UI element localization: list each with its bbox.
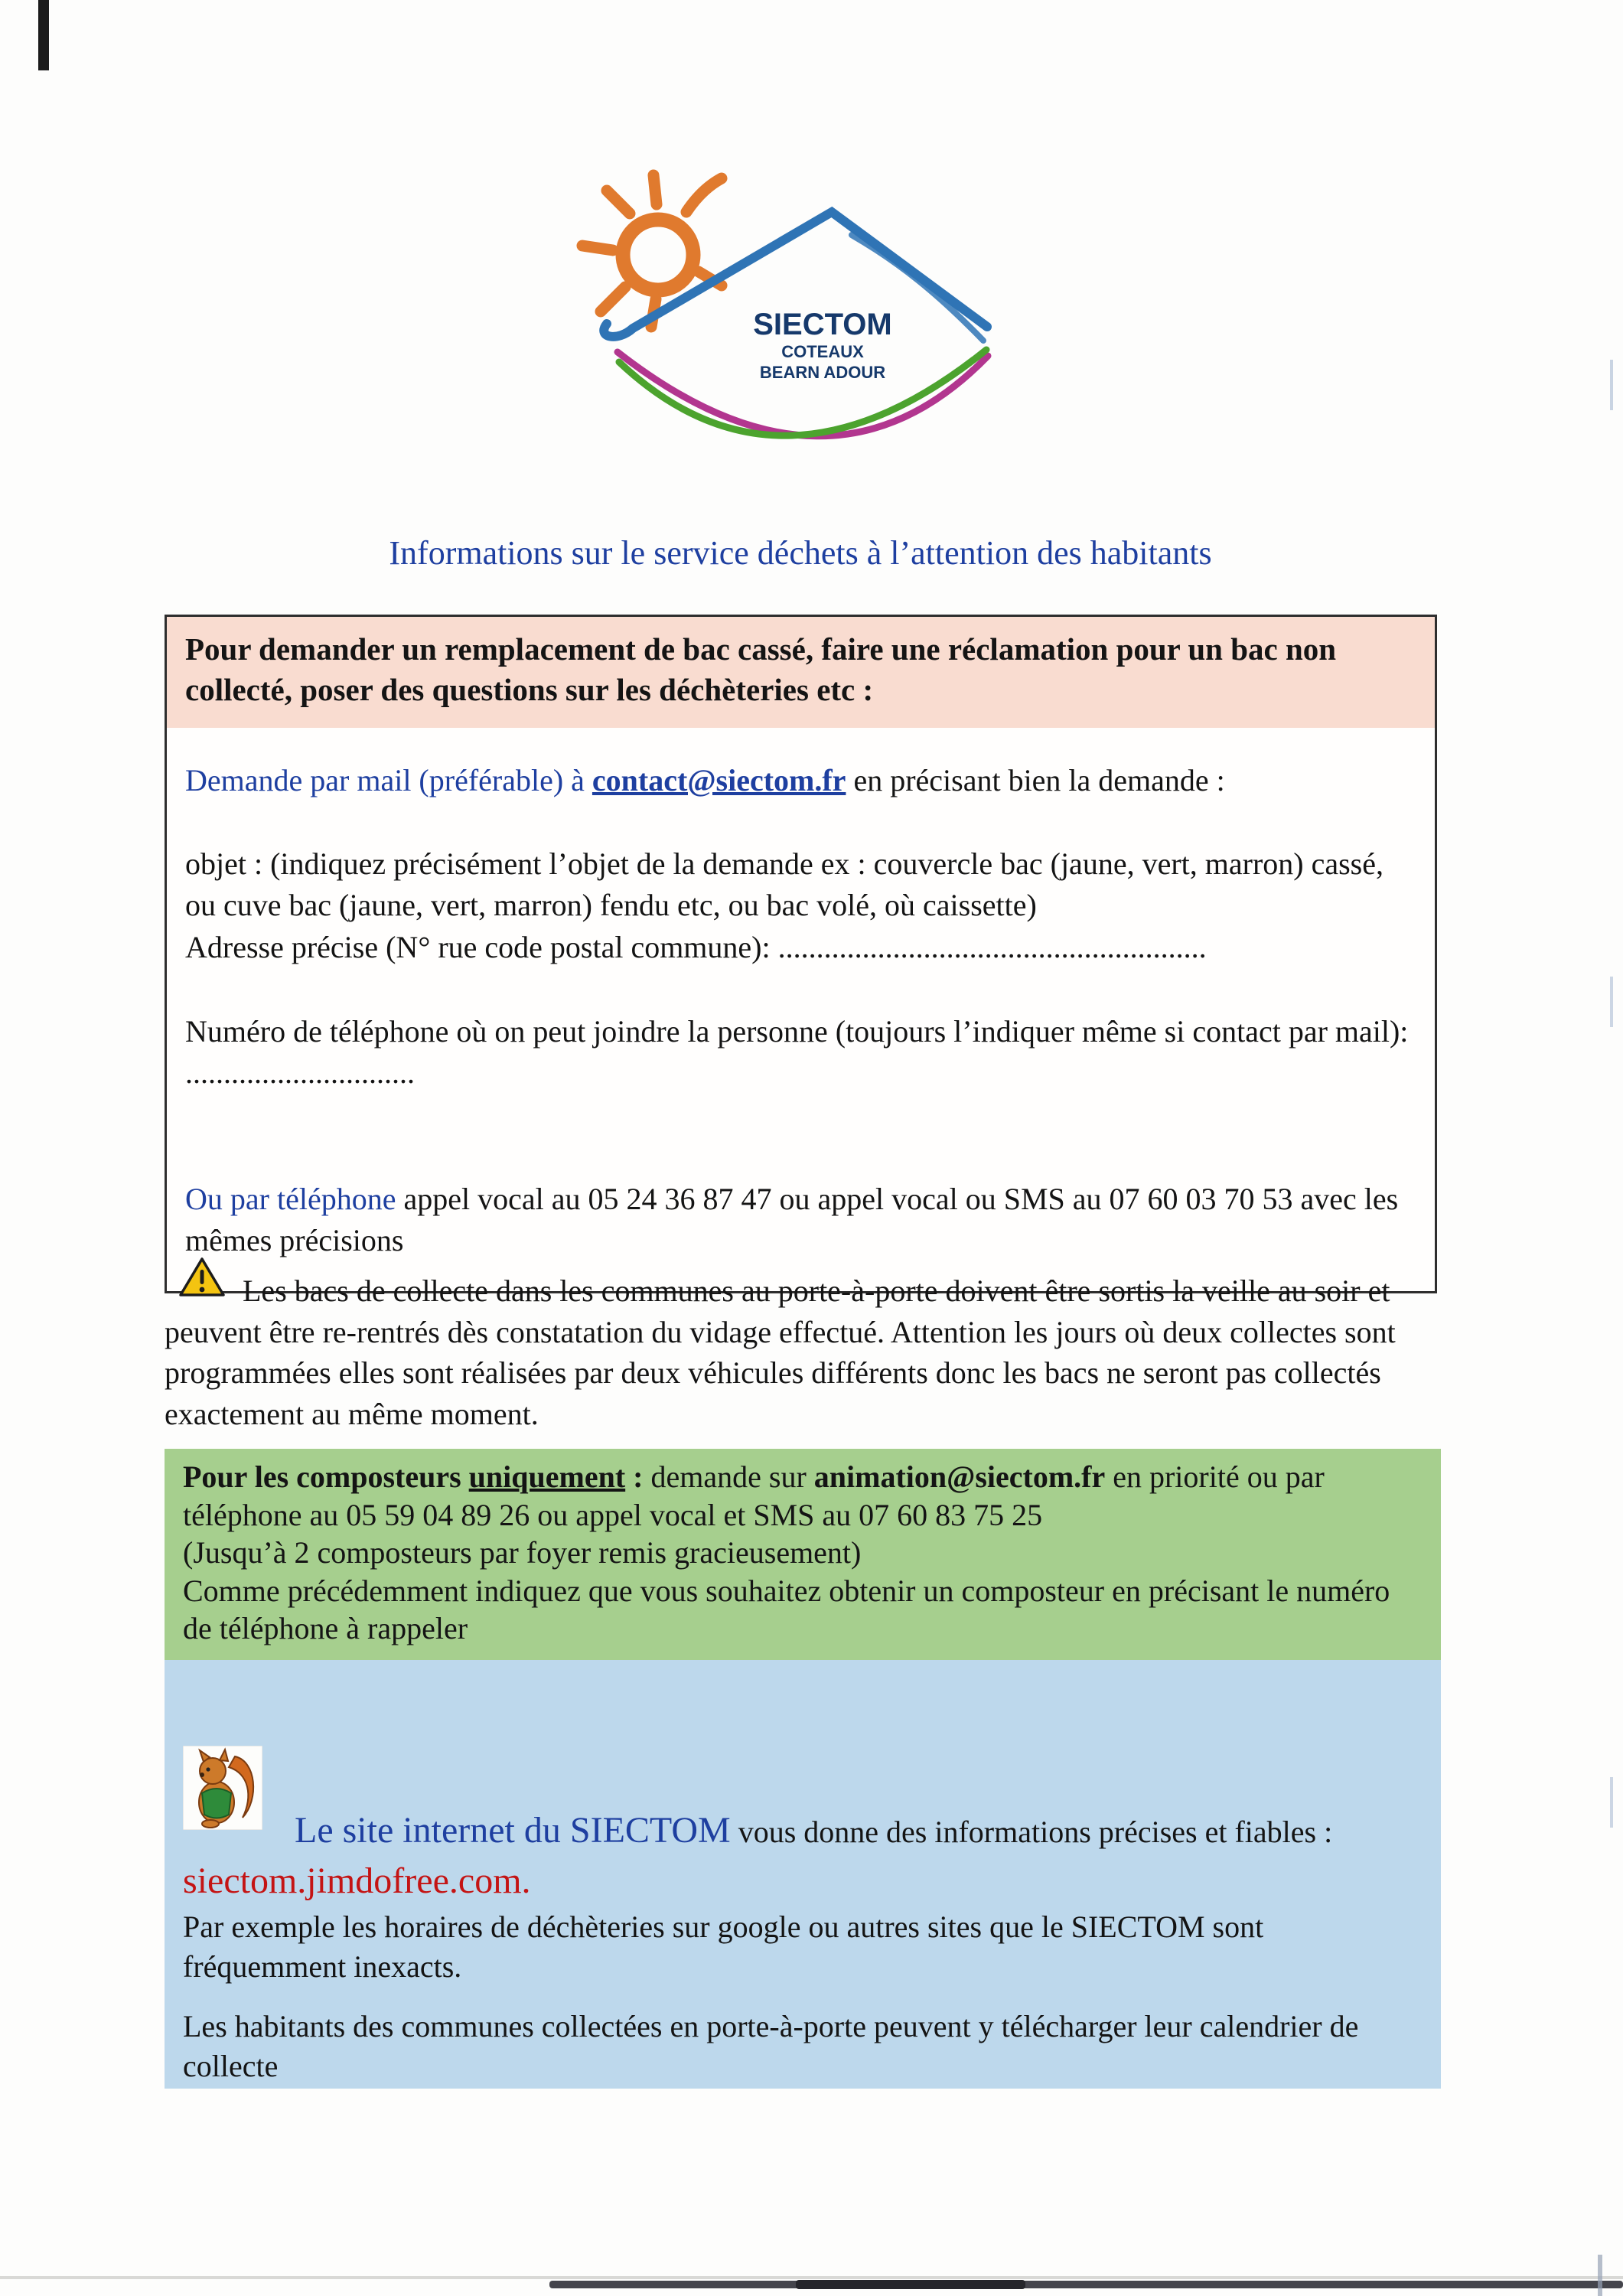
phone-alternative-line [185, 1179, 1416, 1261]
squirrel-mascot-image [183, 1746, 262, 1840]
scan-artifact [1598, 2255, 1602, 2296]
composter-lead: Pour les composteurs [183, 1459, 469, 1494]
collection-warning-text: Les bacs de collecte dans les communes au porte-à-porte doivent être sortis la veille au soir et peuvent être re-rentrés dès constatation du vidage effectué. Attention les jours où deux collectes sont programmées elles sont réalisées par deux véhicules différents donc les bacs ne seront pas collectés exactement au même moment. [165, 1274, 1396, 1431]
scan-artifact [1610, 360, 1613, 410]
request-info-box [165, 615, 1437, 1293]
phone-alternative-rest: appel vocal au 05 24 36 87 47 ou appel vocal ou SMS au 07 60 03 70 53 avec les mêmes précisions [185, 1182, 1399, 1257]
website-lead: Le site internet du SIECTOM [295, 1809, 731, 1851]
website-lead-line [183, 1660, 1423, 1854]
website-calendar-paragraph: Les habitants des communes collectées en porte-à-porte peuvent y télécharger leur calendrier de collecte [183, 2008, 1359, 2083]
composter-colon: : [625, 1459, 644, 1494]
scan-artifact [38, 0, 49, 70]
object-instruction-line: objet : (indiquez précisément l’objet de la demande ex : couvercle bac (jaune, vert, marron) cassé, ou cuve bac (jaune, vert, marron) fendu etc, ou bac volé, où caissette) [185, 846, 1383, 922]
page-title: Informations sur le service déchets à l’attention des habitants [389, 534, 1212, 572]
scan-artifact [796, 2280, 1025, 2289]
composter-line-1 [183, 1458, 1423, 1534]
composter-underlined: uniquement [468, 1459, 626, 1494]
website-info-box [165, 1660, 1441, 2089]
mail-request-prefix: Demande par mail (préférable) à [185, 762, 592, 797]
address-field-line: Adresse précise (N° rue code postal commune): ........................................................ [185, 930, 1207, 965]
scan-artifact [0, 2276, 1623, 2279]
composter-line-3: Comme précédemment indiquez que vous souhaitez obtenir un composteur en précisant le numéro de téléphone à rappeler [183, 1573, 1390, 1646]
request-box-header: Pour demander un remplacement de bac cassé, faire une réclamation pour un bac non collecté, poser des questions sur les déchèteries etc : [167, 617, 1435, 728]
composter-line-2: (Jusqu’à 2 composteurs par foyer remis gracieusement) [183, 1535, 862, 1570]
collection-warning [165, 1257, 1444, 1434]
website-url-link[interactable]: siectom.jimdofree.com. [183, 1861, 531, 1902]
scan-artifact [549, 2281, 1623, 2288]
website-lead-rest: vous donne des informations précises et fiables : [730, 1814, 1333, 1849]
phone-contact-line: Numéro de téléphone où on peut joindre la personne (toujours l’indiquer même si contact par mail): .............................. [185, 1013, 1409, 1090]
mail-request-suffix: en précisant bien la demande : [846, 762, 1225, 797]
composter-rest: en priorité ou par téléphone au 05 59 04 89 26 ou appel vocal et SMS au 07 60 83 75 25 [183, 1459, 1325, 1532]
scan-artifact [1610, 977, 1613, 1027]
siectom-logo-graphic [570, 165, 1029, 494]
phone-alternative-lead: Ou par téléphone [185, 1182, 396, 1217]
contact-email-link[interactable]: contact@siectom.fr [592, 762, 846, 797]
siectom-logo [570, 165, 1029, 494]
scan-artifact [1610, 1777, 1613, 1828]
website-google-paragraph: Par exemple les horaires de déchèteries sur google ou autres sites que le SIECTOM sont fréquemment inexacts. [183, 1909, 1264, 1984]
sun-icon [582, 175, 722, 327]
mail-request-line [185, 760, 1416, 801]
composter-info-box [165, 1449, 1441, 1660]
animation-email-link[interactable]: animation@siectom.fr [813, 1459, 1106, 1494]
composter-mid: demande sur [643, 1459, 814, 1494]
logo-subtitle-2: BEARN ADOUR [759, 363, 886, 382]
logo-name: SIECTOM [753, 308, 892, 341]
warning-icon [178, 1257, 226, 1309]
logo-subtitle-1: COTEAUX [781, 342, 864, 361]
lower-info-boxes [165, 1449, 1441, 2089]
request-box-body [167, 728, 1435, 1292]
